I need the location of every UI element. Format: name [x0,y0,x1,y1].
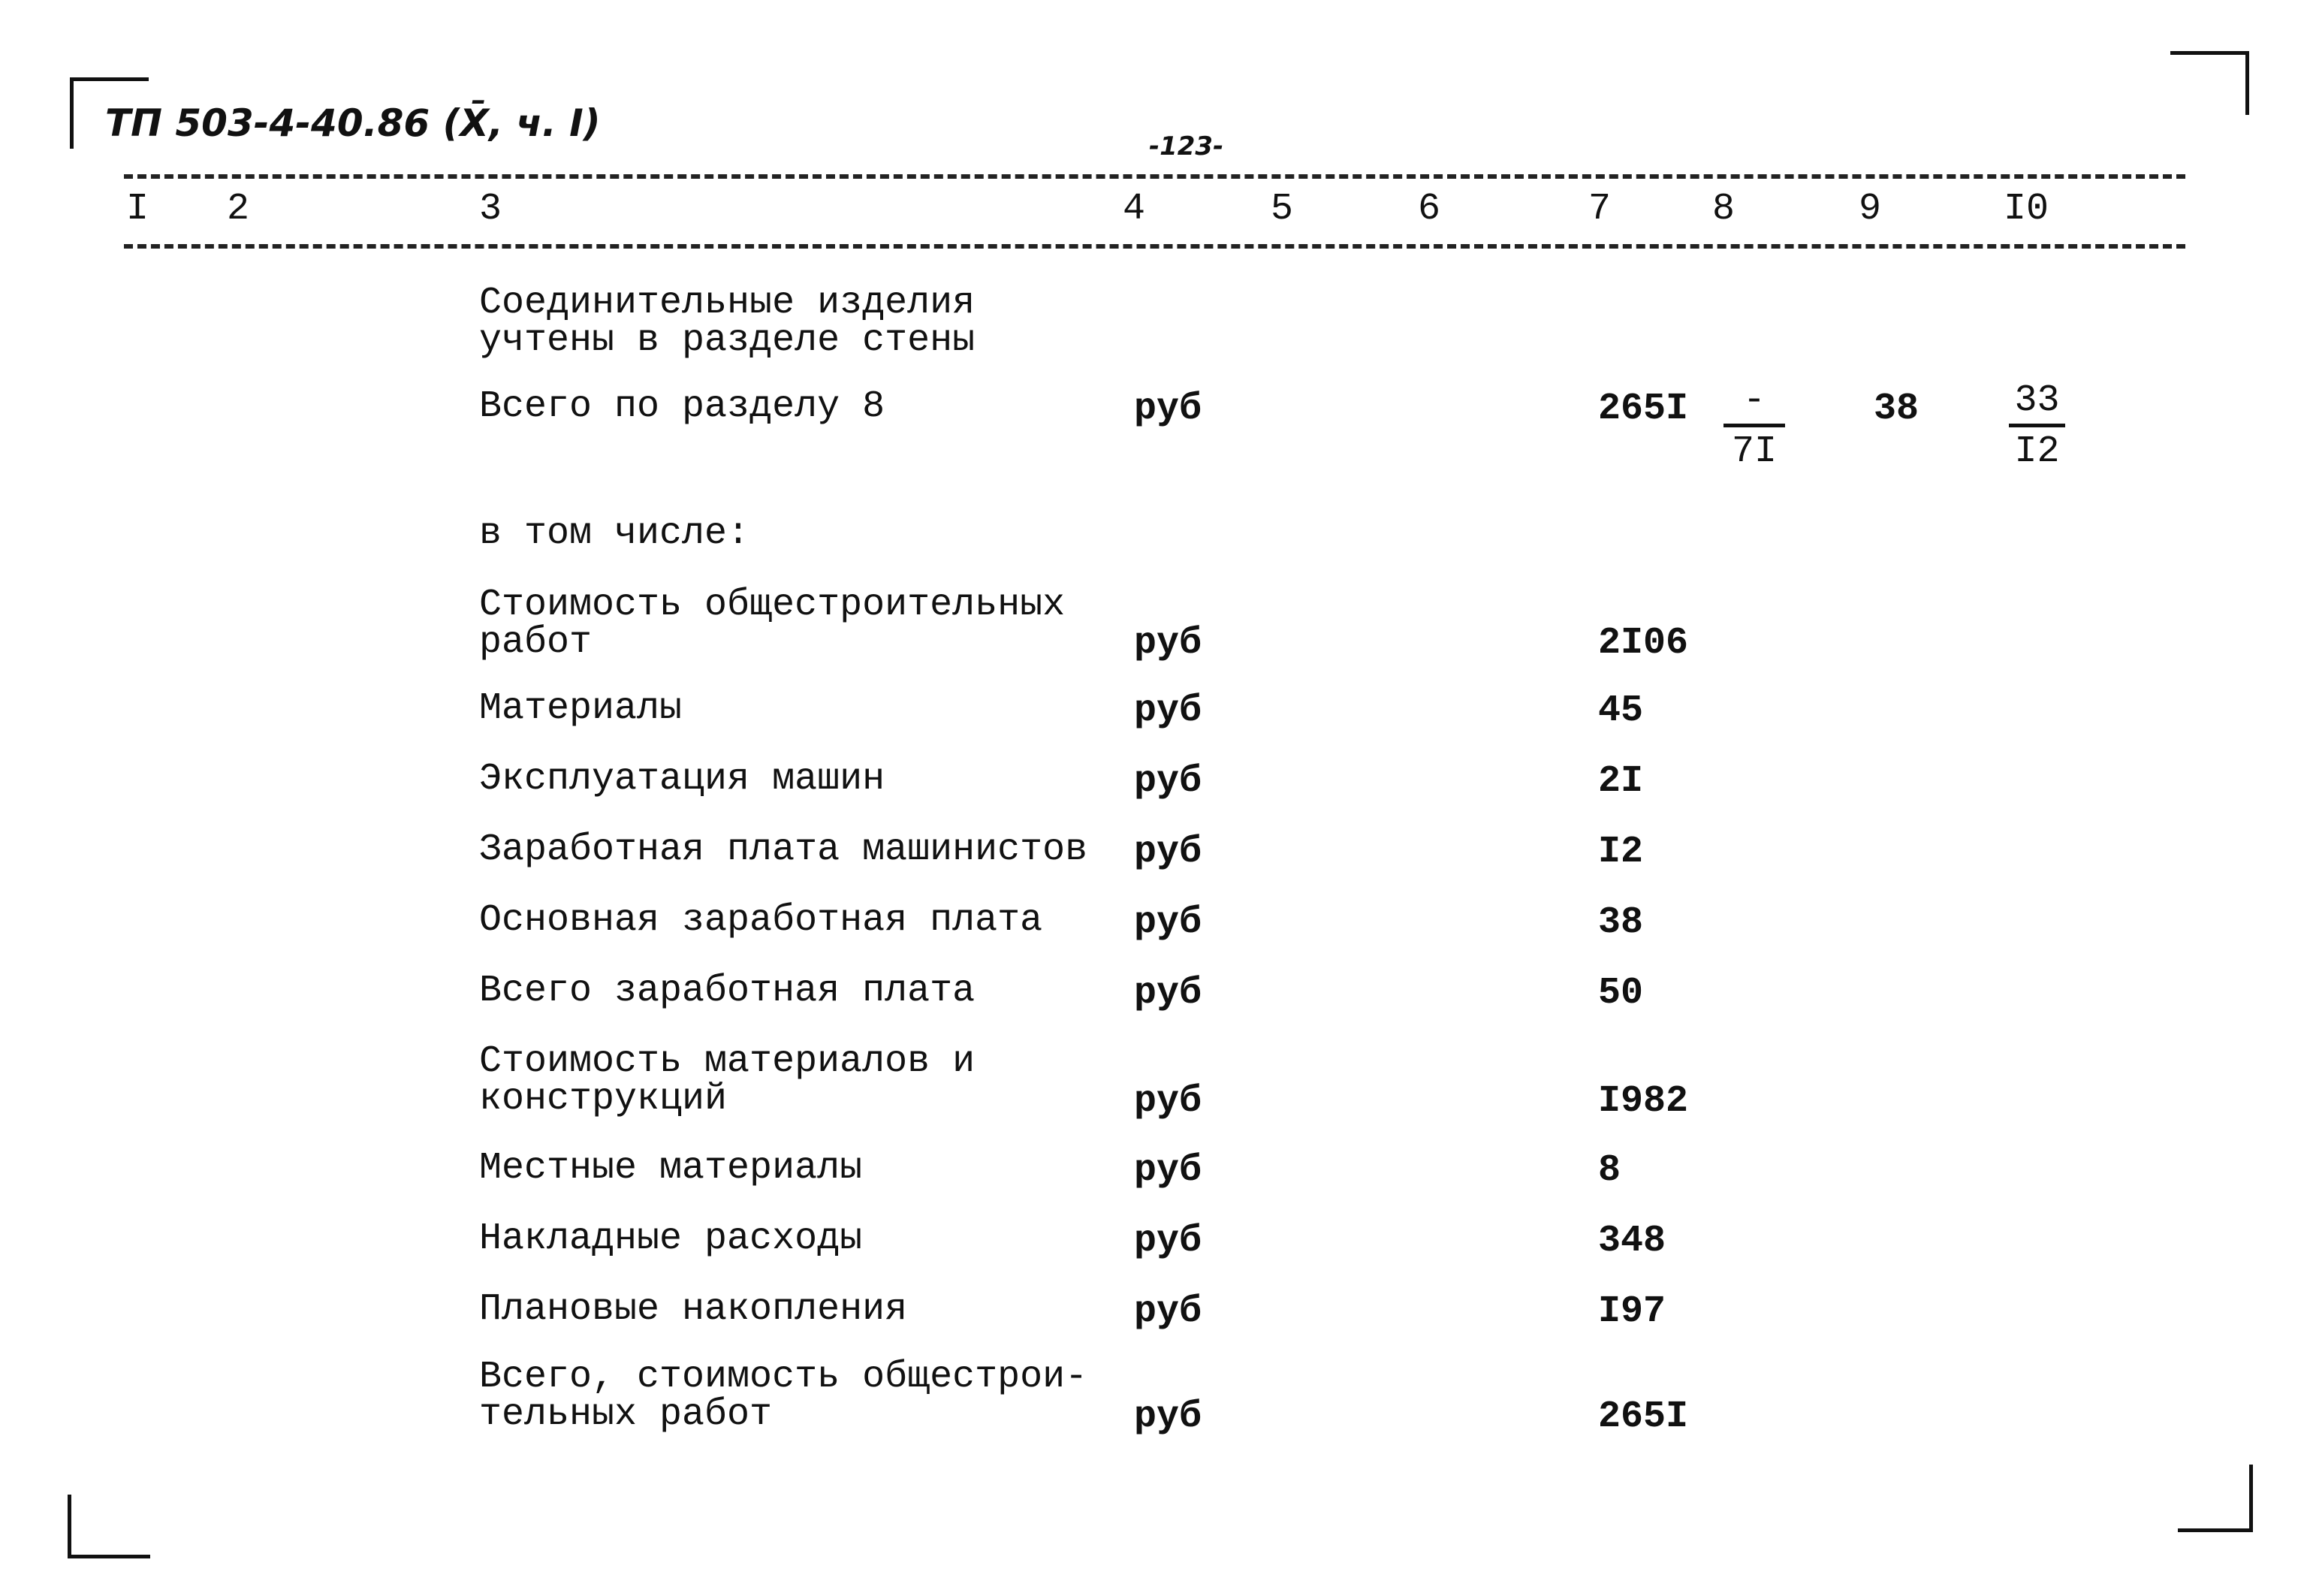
fraction-denominator: I2 [2014,430,2060,473]
row-unit: руб [1134,1080,1202,1123]
including-label: в том числе: [479,512,750,555]
column-header: 4 [1123,188,1146,231]
header-divider-top [124,174,2185,179]
row-value: 45 [1598,689,1644,732]
total-col10-fraction [2009,379,2065,473]
total-col8-fraction [1723,379,1785,473]
row-value: 8 [1598,1149,1621,1192]
fraction-denominator: 7I [1731,430,1777,473]
row-label: Заработная плата машинистов [479,828,1088,871]
document-code: ТП 503-4-40.86 (X̄, ч. I) [105,101,601,145]
row-unit: руб [1134,1395,1202,1438]
column-header: 7 [1588,188,1612,231]
row-value: 50 [1598,972,1644,1015]
corner-mark-bottom-left [68,1495,150,1558]
fraction-numerator: 33 [2009,379,2065,427]
column-header: 5 [1271,188,1294,231]
row-value: I982 [1598,1080,1689,1123]
row-label: работ [479,621,593,664]
row-value: 2I [1598,760,1644,803]
row-unit: руб [1134,1149,1202,1192]
page-number: -123- [1149,131,1224,161]
row-label: Основная заработная плата [479,899,1043,942]
row-label: Всего заработная плата [479,970,976,1012]
row-unit: руб [1134,1290,1202,1333]
corner-mark-top-right [2170,51,2249,115]
row-value: 2I06 [1598,622,1689,665]
note-line: Соединительные изделия [479,282,976,324]
row-unit: руб [1134,760,1202,803]
row-value: 38 [1598,901,1644,944]
column-header: I0 [2004,188,2049,231]
row-value: 265I [1598,1395,1689,1438]
row-unit: руб [1134,901,1202,944]
row-label: Эксплуатация машин [479,758,885,801]
row-label: Материалы [479,687,683,730]
corner-mark-bottom-right [2178,1465,2253,1532]
row-label: Плановые накопления [479,1288,908,1331]
row-label: Накладные расходы [479,1217,863,1260]
row-label: Местные материалы [479,1147,863,1190]
column-header: I [126,188,149,231]
row-value: I97 [1598,1290,1666,1333]
row-value: I2 [1598,831,1644,873]
row-unit: руб [1134,622,1202,665]
total-col7: 265I [1598,388,1689,430]
fraction-numerator: - [1723,379,1785,427]
row-unit: руб [1134,831,1202,873]
total-col9: 38 [1874,388,1919,430]
row-label: Всего, стоимость общестрои- [479,1356,1088,1398]
total-label: Всего по разделу 8 [479,385,885,428]
row-unit: руб [1134,972,1202,1015]
column-header: 8 [1712,188,1736,231]
row-label: тельных работ [479,1393,773,1436]
row-unit: руб [1134,1220,1202,1263]
row-value: 348 [1598,1220,1666,1263]
column-header: 2 [227,188,250,231]
total-unit: руб [1134,388,1202,430]
row-unit: руб [1134,689,1202,732]
row-label: конструкций [479,1078,728,1121]
row-label: Стоимость материалов и [479,1040,976,1083]
note-line: учтены в разделе стены [479,319,976,362]
column-header: 9 [1859,188,1882,231]
column-header: 6 [1418,188,1441,231]
header-divider-bottom [124,244,2185,249]
column-header: 3 [479,188,502,231]
row-label: Стоимость общестроительных [479,584,1066,626]
